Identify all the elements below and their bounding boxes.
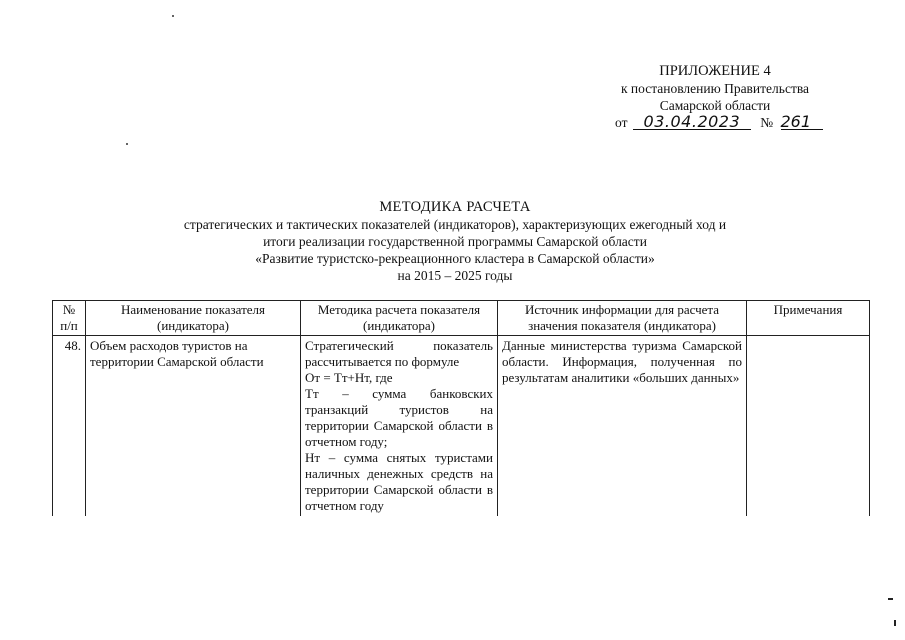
appendix-date-line <box>560 114 870 131</box>
row-source: Данные министерства туризма Самарской области. Информация, полученная по результатам аналитики «больших данных» <box>498 336 747 517</box>
method-line-1: Стратегический показатель рассчитывается по формуле <box>305 338 493 369</box>
appendix-line-2: Самарской области <box>659 98 771 113</box>
subtitle-line-2: итоги реализации государственной программы Самарской области <box>263 234 647 249</box>
scan-speck <box>894 620 896 626</box>
appendix-title: ПРИЛОЖЕНИЕ 4 <box>659 63 771 79</box>
indicators-table <box>52 300 870 516</box>
date-prefix: от <box>615 115 628 130</box>
handwritten-date: 03.04.2023 <box>633 115 751 130</box>
header-number: № п/п <box>53 301 86 336</box>
scan-speck <box>126 143 128 145</box>
header-source: Источник информации для расчета значения показателя (индикатора) <box>498 301 747 336</box>
method-formula: От = Тт+Нт, где <box>305 370 393 385</box>
scan-speck <box>172 15 174 17</box>
header-method: Методика расчета показателя (индикатора) <box>301 301 498 336</box>
row-number: 48. <box>53 336 86 517</box>
subtitle-line-1: стратегических и тактических показателей (индикаторов), характеризующих ежегодный ход и <box>183 217 727 232</box>
header-notes: Примечания <box>747 301 870 336</box>
number-prefix: № <box>760 115 774 130</box>
document-title: МЕТОДИКА РАСЧЕТА <box>379 199 531 215</box>
subtitle-line-3: «Развитие туристско-рекреационного кластера в Самарской области» <box>255 251 655 266</box>
method-line-tt: Тт – сумма банковских транзакций туристов на территории Самарской области в отчетном году; <box>305 386 493 449</box>
handwritten-number: 261 <box>781 115 823 130</box>
table-header-row <box>53 301 870 336</box>
scan-speck <box>888 598 893 600</box>
table-row <box>53 336 870 517</box>
appendix-block <box>560 63 870 131</box>
document-header <box>150 199 760 284</box>
subtitle-line-4: на 2015 – 2025 годы <box>397 268 513 283</box>
header-name: Наименование показателя (индикатора) <box>86 301 301 336</box>
row-notes <box>747 336 870 517</box>
row-method <box>301 336 498 517</box>
row-name: Объем расходов туристов на территории Самарской области <box>86 336 301 517</box>
appendix-line-1: к постановлению Правительства <box>620 81 810 96</box>
method-line-nt: Нт – сумма снятых туристами наличных денежных средств на территории Самарской области в отчетном году <box>305 450 493 513</box>
